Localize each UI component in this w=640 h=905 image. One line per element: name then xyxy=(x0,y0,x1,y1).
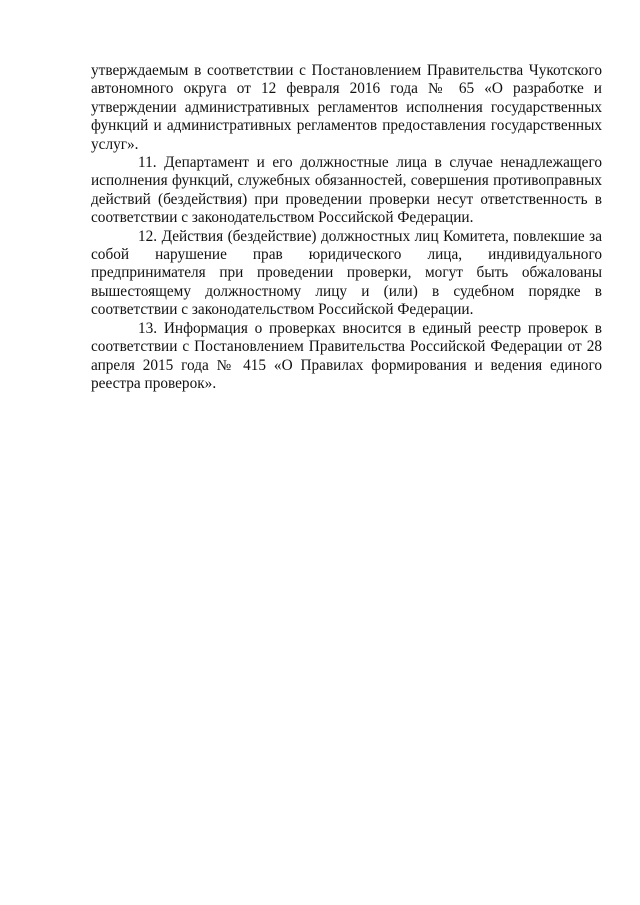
clause-13-number: 13. xyxy=(138,319,158,337)
clause-11-number: 11. xyxy=(138,154,157,172)
clause-11 xyxy=(91,154,602,228)
clause-13 xyxy=(91,320,602,394)
clause-11-text: Департамент и его должностные лица в случае ненадлежащего исполнения функций, служебных обязанностей, совершения противоправных действий (бездействия) при проведении проверки несут ответственность в соответствии с законодательством Российской Федерации. xyxy=(91,154,602,227)
clause-13-text: Информация о проверках вносится в единый реестр проверок в соответствии с Постановлением Правительства Российской Федерации от 28 апреля 2015 года № 415 «О Правилах формирования и ведения единого реестра проверок». xyxy=(91,319,602,392)
document-page xyxy=(91,62,602,393)
continuation-paragraph: утверждаемым в соответствии с Постановлением Правительства Чукотского автономного округа от 12 февраля 2016 года № 65 «О разработке и утверждении административных регламентов исполнения государственных функций и административных регламентов предоставления государственных услуг». xyxy=(91,62,602,153)
clause-12-number: 12. xyxy=(138,227,158,245)
clause-12-text: Действия (бездействие) должностных лиц Комитета, повлекшие за собой нарушение прав юридического лица, индивидуального предпринимателя при проведении проверки, могут быть обжалованы вышестоящему должностному лицу и (или) в судебном порядке в соответствии с законодательством Российской Федерации. xyxy=(91,227,602,319)
clause-12 xyxy=(91,228,602,320)
